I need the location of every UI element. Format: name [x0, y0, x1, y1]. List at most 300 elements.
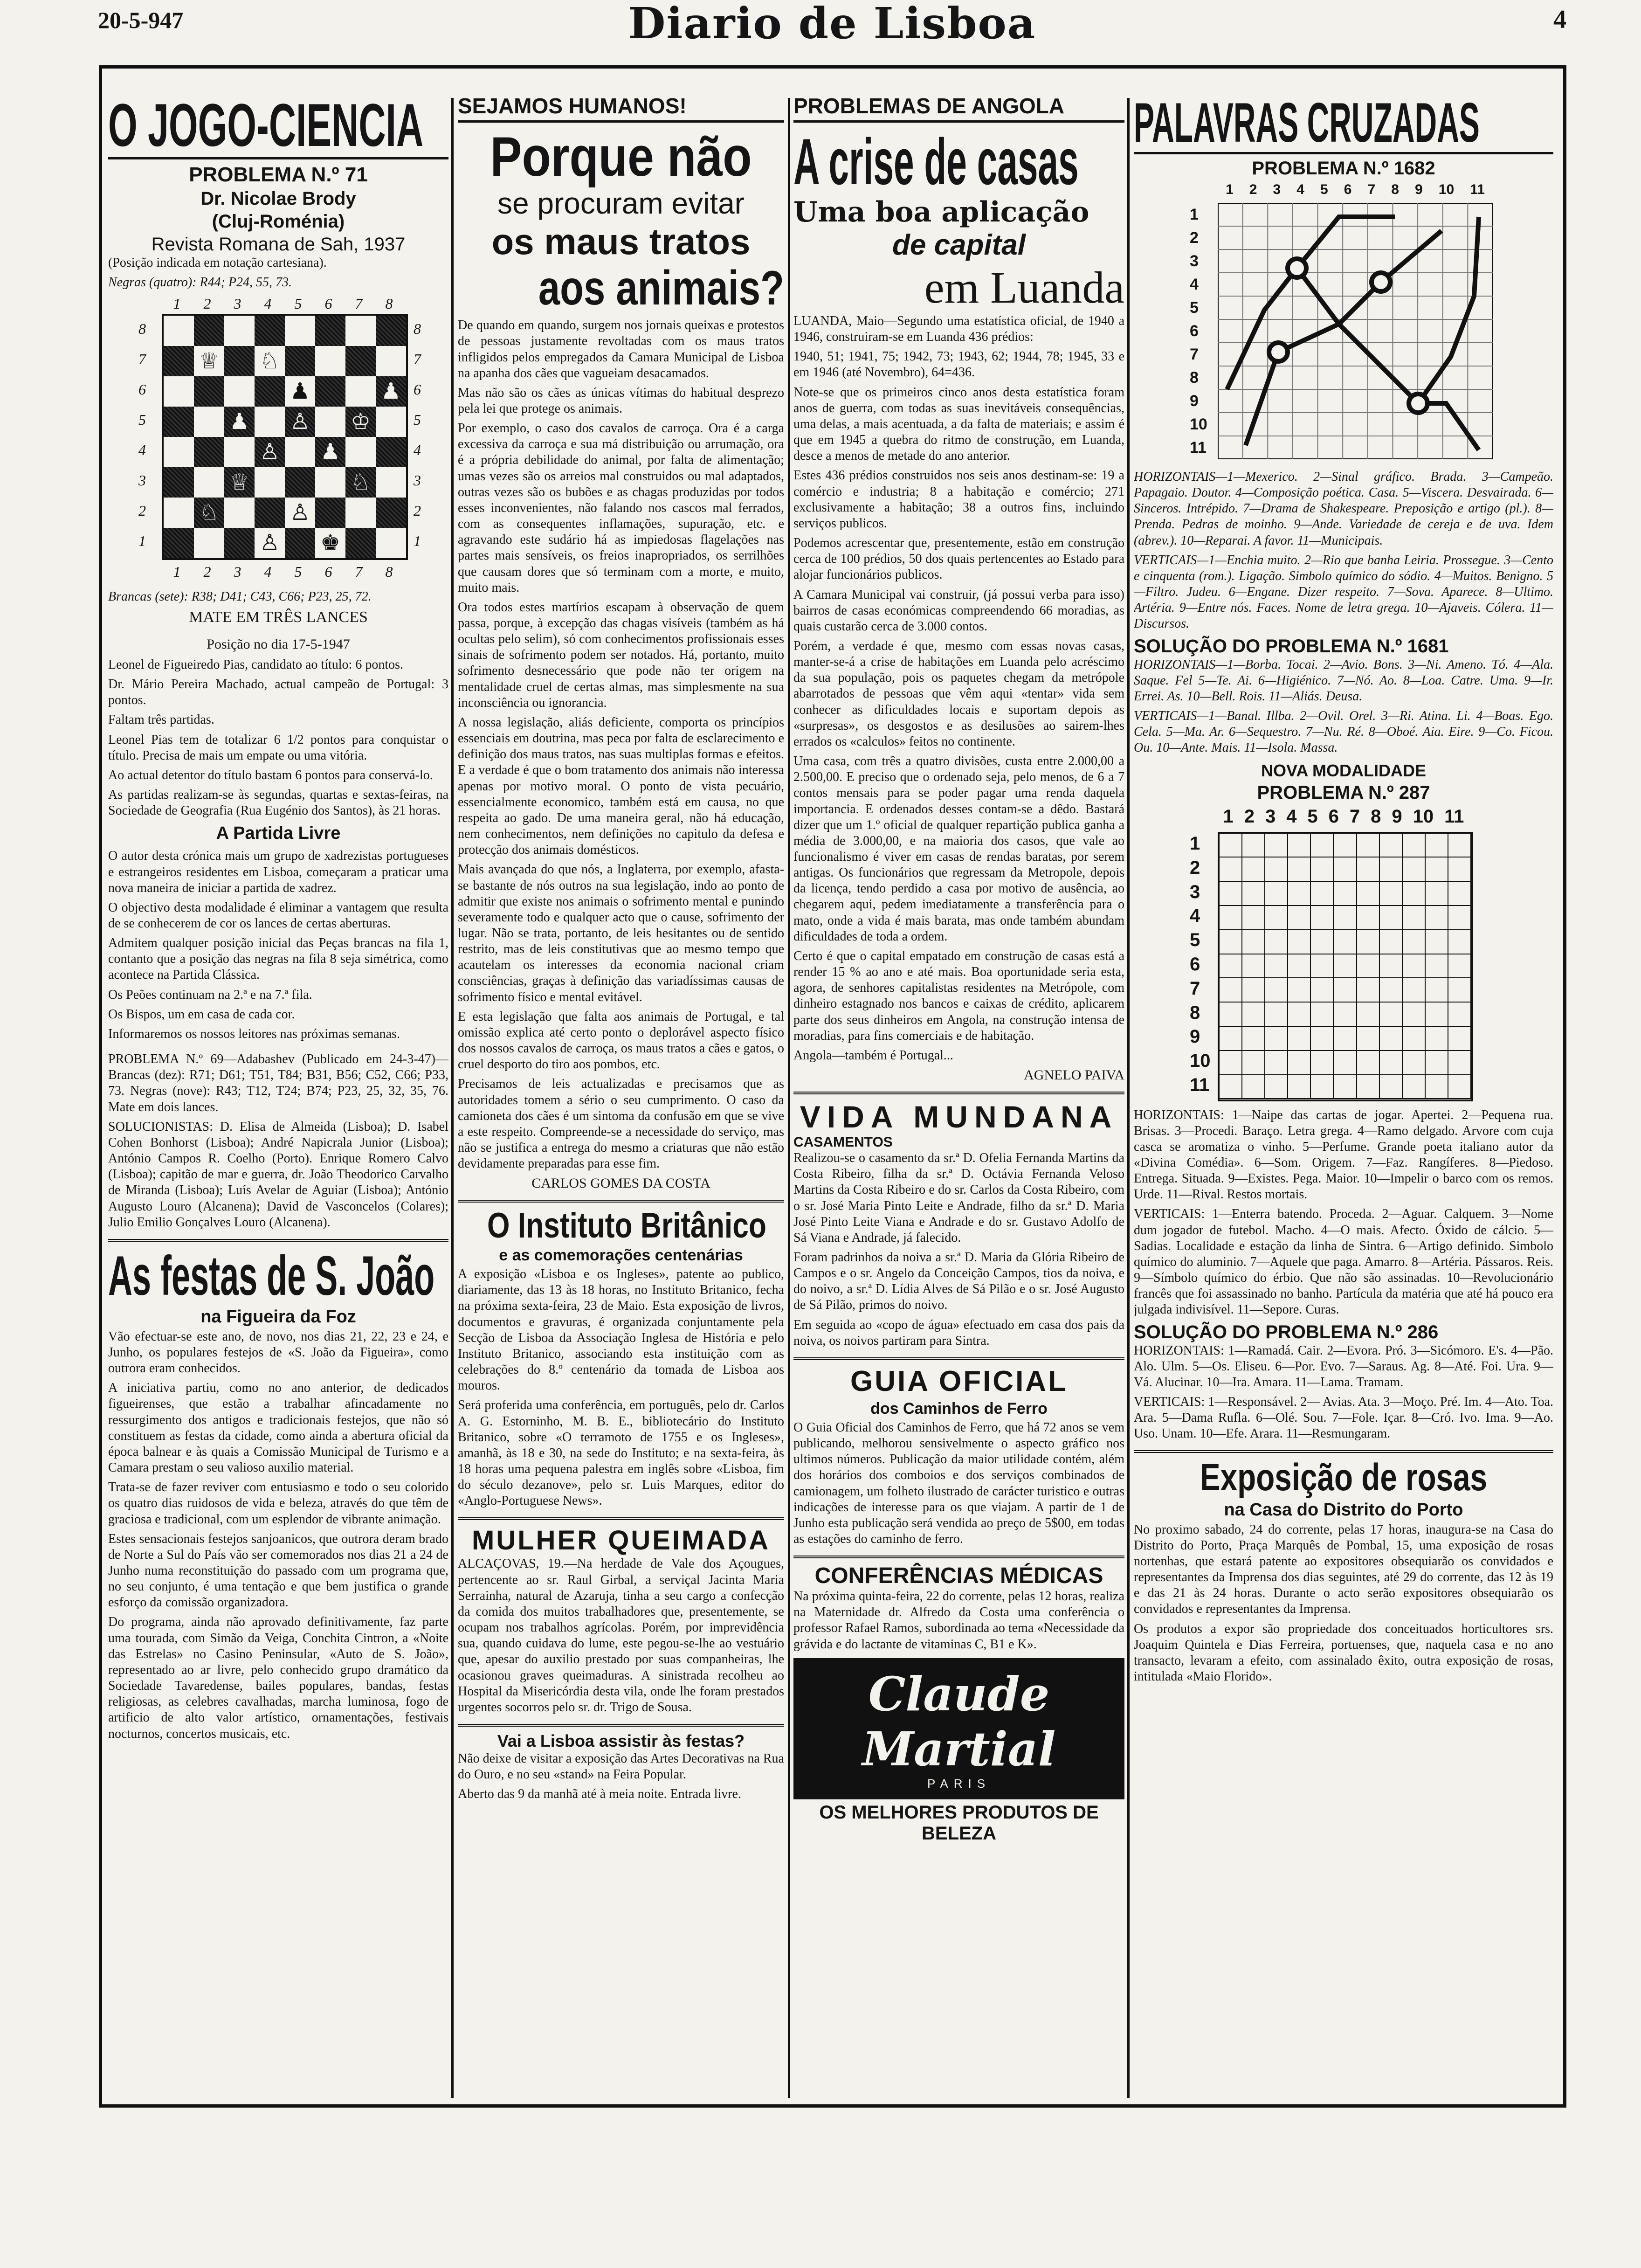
crossword-cell[interactable] [1357, 1003, 1380, 1027]
chess-square [376, 346, 406, 376]
crossword-cell[interactable] [1448, 954, 1471, 979]
crossword-cell[interactable] [1380, 1051, 1403, 1075]
crossword-cell[interactable] [1426, 1003, 1448, 1027]
animals-paragraph: A nossa legislação, aliás deficiente, comporta os princípios essenciais em doutrina, mas peca por falta de esclarecimento e definição dos maus tratos, nas suas multiplas formas e efeitos. E a verdade é que o bom tratamento dos animais não interessa apenas por motivo moral. O ponto de vista pecuário, essencialmente economico, também está em causa, no que respeita ao gado. De uma maneira geral, não há educação, nem conhecimentos, nem definições no capitulo da defesa e protecção dos animais domésticos. [458, 715, 784, 857]
chess-square [224, 528, 255, 558]
chess-problem-source: Revista Romana de Sah, 1937 [151, 234, 406, 255]
chess-square [224, 407, 255, 437]
angola-paragraph: Podemos acrescentar que, presentemente, estão em construção cerca de 100 prédios, 50 dos quais pertencentes ao Estado para alojar funcionários publicos. [793, 536, 1124, 582]
crossword-cell[interactable] [1380, 857, 1403, 882]
vai-paragraph: Aberto das 9 da manhã até à meia noite. Entrada livre. [458, 1787, 741, 1802]
chess-square [315, 437, 345, 467]
crossword-cell[interactable] [1242, 857, 1265, 882]
angola-kicker: PROBLEMAS DE ANGOLA [793, 93, 1124, 123]
animals-paragraph: Mas não são os cães as únicas vítimas do habitual desprezo pela lei que protege os animais. [458, 385, 784, 416]
chess-paragraph: As partidas realizam-se às segundas, quartas e sextas-feiras, na Sociedade de Geografia (Rua Eugénio dos Santos), às 21 horas. [108, 788, 448, 818]
crossword-cell[interactable] [1334, 834, 1357, 858]
column-chess [108, 93, 448, 2098]
angola-author: AGNELO PAIVA [1024, 1067, 1124, 1083]
crossword-cell[interactable] [1426, 978, 1448, 1003]
crossword-cell[interactable] [1220, 978, 1242, 1003]
page-number: 4 [1553, 5, 1566, 34]
crossword-cell[interactable] [1448, 857, 1471, 882]
free-game-heading: A Partida Livre [216, 823, 341, 844]
chess-paragraph: Dr. Mário Pereira Machado, actual campeão de Portugal: 3 pontos. [108, 677, 448, 708]
crossword-cell[interactable] [1448, 978, 1471, 1003]
chess-square [315, 467, 345, 498]
crossword-cell[interactable] [1403, 882, 1426, 906]
crossword-cell[interactable] [1448, 906, 1471, 930]
vida-paragraph: Foram padrinhos da noiva a sr.ª D. Maria da Glória Ribeiro de Campos e o sr. Angelo da Conceição Campos, tios da noiva, e do noivo, a sr.ª D. Lídia Alves de Sá Pilão e o sr. José Augusto de Sá Pilão, primos do noivo. [793, 1250, 1124, 1313]
crossword-cell[interactable] [1288, 930, 1311, 954]
crossword-cell[interactable] [1311, 834, 1334, 858]
expo-rosas-article [1134, 1450, 1553, 1685]
crossword-cell[interactable] [1242, 1075, 1265, 1099]
crossword-cell[interactable] [1311, 882, 1334, 906]
crossword-cell[interactable] [1380, 1003, 1403, 1027]
crossword-cell[interactable] [1311, 1027, 1334, 1051]
chess-square [194, 437, 224, 467]
chess-square [345, 498, 376, 528]
crossword-cell[interactable] [1403, 1027, 1426, 1051]
chess-square [315, 316, 345, 346]
chess-problem-origin: (Cluj-Roménia) [212, 211, 345, 232]
crossword-cell[interactable] [1288, 906, 1311, 930]
claude-martial-ad [793, 1658, 1124, 1799]
chess-notation-note: (Posição indicada em notação cartesiana). [108, 255, 327, 270]
chess-square [194, 467, 224, 498]
chess-square [255, 346, 285, 376]
chess-square [224, 498, 255, 528]
chess-blacks: Negras (quatro): R44; P24, 55, 73. [108, 275, 292, 290]
guia-article [793, 1357, 1124, 1547]
crossword-cell[interactable] [1426, 906, 1448, 930]
chess-square [194, 407, 224, 437]
crossword-cell[interactable] [1220, 930, 1242, 954]
chess-square [164, 437, 194, 467]
vai-paragraph: Não deixe de visitar a exposição das Artes Decorativas na Rua do Ouro, e no seu «stand» na Feira Popular. [458, 1751, 784, 1782]
crossword-cell[interactable] [1380, 954, 1403, 979]
crossword-cell[interactable] [1242, 834, 1265, 858]
crossword-cell[interactable] [1357, 882, 1380, 906]
crossword-cell[interactable] [1265, 930, 1288, 954]
animals-paragraph: Por exemplo, o caso dos cavalos de carroça. Ora é a carga excessiva da carroça e sua má distribuição ou arrumação, ora é a própria debilidade do animal, por falta de alimentação; umas vezes são os arreios mal construidos ou mal adaptados, outras vezes são os bubões e as chagas produzidas por todos esses inconvenientes, não falando nos cascos mal ferrados, com as consequentes inflamações, supuração, etc. e agravando este sudário há as impiedosas flagelações nas partes mais sensíveis, os freios inapropriados, os serrilhões que causam dores que só terminam com a morte, e muito, muito mais. [458, 421, 784, 595]
festas-paragraph: A iniciativa partiu, como no ano anterior, de dedicados figueirenses, que estão a trabalhar afincadamente no ressurgimento dos antigos e tradicionais festejos, que não só constituem as festas da cidade, como ainda a abertura oficial da época balnear e às quais a Comissão Municipal de Turismo e a Camara prestam o seu valioso auxilio material. [108, 1381, 448, 1475]
chess-piece-icon: ♘ [199, 499, 220, 526]
mulher-article [458, 1517, 784, 1715]
chess-piece-icon: ♕ [199, 348, 220, 374]
crossword-cell[interactable] [1357, 978, 1380, 1003]
crossword-cell[interactable] [1380, 930, 1403, 954]
crossword-cell[interactable] [1242, 978, 1265, 1003]
crossword-cell[interactable] [1357, 954, 1380, 979]
animals-headline-1: Porque não [490, 125, 752, 188]
crossword-cell[interactable] [1448, 882, 1471, 906]
instituto-paragraph: A exposição «Lisboa e os Ingleses», patente ao publico, diariamente, das 13 às 18 horas, no Instituto Britanico, fecha na próxima sexta-feira, 23 de Maio. Esta exposição de livros, documentos e gravuras, é organizada conjuntamente pela Secção de Lisboa da Associação Inglesa de História e pelo Instituto Britanico, associando esta instituição com as celebrações do 8.º centenário da tomada de Lisboa aos mouros. [458, 1267, 784, 1393]
angola-headline-3: de capital [892, 229, 1026, 261]
mulher-paragraph: ALCAÇOVAS, 19.—Na herdade de Vale dos Açougues, pertencente ao sr. Raul Girbal, a serviçal Jacinta Maria Serrainha, natural de Azaruja, tinha a seu cargo a confecção da comida dos muitos trabalhadores que, presentemente, se ocupam nos trabalhos agrícolas. Porém, por imprevidência sua, quando cuidava do lume, este pegou-se-lhe ao vestuário que, apesar do auxilio prestado por suas companheiras, lhe ocasionou graves queimaduras. A sinistrada recolheu ao Hospital da Misericórdia desta vila, onde lhe foram prestados urgentes socorros pelo sr. dr. Trigo de Sousa. [458, 1556, 784, 1715]
crossword-cell[interactable] [1357, 930, 1380, 954]
crossword-cell[interactable] [1403, 1075, 1426, 1099]
crossword-cell[interactable] [1220, 906, 1242, 930]
crossword-cell[interactable] [1426, 857, 1448, 882]
crossword-cell[interactable] [1288, 1051, 1311, 1075]
chess-square [164, 376, 194, 407]
crossword-cell[interactable] [1265, 1075, 1288, 1099]
crossword-cell[interactable] [1242, 1051, 1265, 1075]
animals-paragraph: Mais avançada do que nós, a Inglaterra, por exemplo, afasta-se bastante de nós outros na sua legislação, indo ao ponto de admitir que existe nos animais o sofrimento mental e punindo severamente todo e qualquer acto que o cause, sofrimento der lugar. Não se trata, portanto, de leis hesitantes ou de sentido restrito, mas de leis constitutivas que ao mesmo tempo que acautelam os interesses da economia nacional criam consciências, graças à definição das variadíssimas causas de sofrimento físico e mental evitável. [458, 862, 784, 1004]
chess-square [164, 316, 194, 346]
chess-square [345, 376, 376, 407]
angola-paragraph: A Camara Municipal vai construir, (já possui verba para isso) bairros de casas económicas compreendendo 66 moradias, as quais custarão cerca de 3.000 contos. [793, 587, 1124, 634]
vai-headline: Vai a Lisboa assistir às festas? [497, 1731, 745, 1751]
chess-square [164, 407, 194, 437]
crossword-cell[interactable] [1242, 930, 1265, 954]
column-rule [788, 98, 790, 2098]
chess-piece-icon: ♙ [290, 408, 310, 435]
chess-square [285, 346, 315, 376]
chess-paragraph: O objectivo desta modalidade é eliminar a vantagem que resulta de se conhecerem de cor os lances de certas aberturas. [108, 900, 448, 931]
chess-square [285, 528, 315, 558]
chess-piece-icon: ♚ [320, 530, 341, 556]
solution-1681-vertical: VERTICAIS—1—Banal. Illba. 2—Ovil. Orel. 3—Ri. Atina. Li. 4—Boas. Ego. Cela. 5—Ma. Ar. 6—Sequestro. 7—Nu. Ré. 8—Oboé. Aia. Eire. 9—Co. Ficou. Ou. 10—Ante. Mais. 11—Isola. Massa. [1134, 709, 1553, 755]
crossword-cell[interactable] [1220, 1003, 1242, 1027]
festas-paragraph: Trata-se de fazer reviver com entusiasmo e todo o seu colorido os quatro dias ruidosos de vida e beleza, através do que têm de graciosa e tradicional, com um esplendor de vibrante animação. [108, 1480, 448, 1527]
chess-piece-icon: ♟ [380, 378, 401, 405]
chess-square [194, 346, 224, 376]
crossword-cell[interactable] [1265, 1027, 1288, 1051]
animals-author: CARLOS GOMES DA COSTA [531, 1175, 710, 1191]
crossword-cell[interactable] [1448, 930, 1471, 954]
crossword-287-column-numbers: 1 2 3 4 5 6 7 8 9 10 11 [1223, 806, 1464, 827]
animals-paragraph: E esta legislação que falta aos animais de Portugal, e tal omissão explica até certo ponto o deplorável aspecto físico dos nossos cavalos de carroça, os maus tratos a cães e gatos, o cruel desporto do tiro aos pombos, etc. [458, 1009, 784, 1072]
chess-piece-icon: ♘ [350, 469, 371, 496]
chess-solution: PROBLEMA N.º 69—Adabashev (Publicado em 24-3-47)—Brancas (dez): R71; D61; T51, T84; B31, B56; C52, C66; P33, 73. Negras (nove): R43; T12, T24; B74; P23, 25, 32, 35, 76. Mate em dois lances. [108, 1052, 448, 1114]
chess-square [285, 316, 315, 346]
chess-piece-icon: ♟ [290, 378, 310, 405]
crossword-cell[interactable] [1288, 882, 1311, 906]
expo-rosas-headline: Exposição de rosas [1200, 1456, 1488, 1499]
crossword-cell[interactable] [1311, 1003, 1334, 1027]
crossword-cell[interactable] [1288, 978, 1311, 1003]
chess-square [194, 528, 224, 558]
chess-square [345, 346, 376, 376]
crossword-cell[interactable] [1334, 1075, 1357, 1099]
crossword-cell[interactable] [1288, 1003, 1311, 1027]
crossword-cell[interactable] [1403, 857, 1426, 882]
chess-square [285, 498, 315, 528]
crossword-cell[interactable] [1403, 1051, 1426, 1075]
ad-brand-city: PARIS [927, 1776, 991, 1791]
chess-square [194, 376, 224, 407]
crossword-cell[interactable] [1265, 978, 1288, 1003]
chess-square [164, 467, 194, 498]
chess-square [255, 498, 285, 528]
angola-paragraph: Certo é que o capital empatado em construção de casas está a render 15 % ao ano e até mais. Boa oportunidade seria esta, agora, de senhores capitalistas residentes na Metrópole, com dinheiro estagnado nos bancos e caixas de crédito, aplicarem parte dos seus dinheiros em Angola, na construção intensa de moradias, para fins comerciais e de habitação. [793, 948, 1124, 1043]
crossword-cell[interactable] [1220, 882, 1242, 906]
animals-headline-3: os maus tratos [491, 221, 751, 262]
chess-paragraph: Informaremos os nossos leitores nas próximas semanas. [108, 1026, 400, 1041]
crossword-cell[interactable] [1265, 1051, 1288, 1075]
crossword-cell[interactable] [1357, 906, 1380, 930]
crossword-cell[interactable] [1288, 1027, 1311, 1051]
chess-square [345, 467, 376, 498]
chess-paragraph: Faltam três partidas. [108, 712, 214, 727]
ad-caption: OS MELHORES PRODUTOS DE BELEZA [819, 1802, 1099, 1844]
crossword-cell[interactable] [1334, 1027, 1357, 1051]
crossword-cell[interactable] [1380, 906, 1403, 930]
guia-subheadline: dos Caminhos de Ferro [870, 1399, 1048, 1418]
crossword-cell[interactable] [1448, 1075, 1471, 1099]
chess-piece-icon: ♙ [290, 499, 310, 526]
instituto-article [458, 1200, 784, 1509]
crossword-cell[interactable] [1220, 834, 1242, 858]
angola-paragraph: Porém, a verdade é que, mesmo com essas novas casas, manter-se-á a crise de habitações em Luanda pelo acréscimo da sua população, pois os paquetes chegam da metrópole abarrotados de pessoas que vêm aqui «tentar» vida sem conhecer as dificuldades locais e suportam depois as «surpresas», os desgostos e as desilusões ao sairem-lhes errados os «calculos» feitos no continente. [793, 638, 1124, 749]
chess-paragraph: Leonel Pias tem de totalizar 6 1/2 pontos para conquistar o título. Precisa de mais um empate ou uma vitória. [108, 732, 448, 763]
crossword-cell[interactable] [1448, 1027, 1471, 1051]
solution-286-horizontal: HORIZONTAIS: 1—Ramadá. Cair. 2—Evora. Pró. 3—Sicómoro. E's. 4—Pão. Alo. Ulm. 5—Os. Eliseu. 6—Por. Evo. 7—Saraus. Ag. 8—Até. Foi. Ura. 9—Vá. Alucinar. 10—Ira. Amara. 11—Lama. Tramam. [1134, 1343, 1553, 1390]
crossword-cell[interactable] [1357, 1075, 1380, 1099]
chess-piece-icon: ♘ [259, 348, 280, 374]
crossword-cell[interactable] [1380, 1027, 1403, 1051]
chess-square [376, 437, 406, 467]
animals-paragraph: De quando em quando, surgem nos jornais queixas e protestos de pessoas justamente revoltadas com os maus tratos infligidos pelos empregados da Camara Municipal de Lisboa na apanha dos cães que vagueiam desacamados. [458, 318, 784, 380]
guia-headline: GUIA OFICIAL [850, 1365, 1068, 1397]
column-angola [793, 93, 1124, 2098]
crossword-cell[interactable] [1265, 857, 1288, 882]
festas-paragraph: Estes sensacionais festejos sanjoanicos, que outrora deram brado de Norte a Sul do País vão ser comemorados nos dias 21 a 24 de Junho numa reconstituição do passado com um programa que, no seu conjunto, é uma tentação e que bem justifica o grande esforço da comissão organizadora. [108, 1531, 448, 1610]
crossword-cell[interactable] [1334, 954, 1357, 979]
animals-kicker: SEJAMOS HUMANOS! [458, 93, 784, 123]
chess-piece-icon: ♟ [320, 439, 341, 465]
solution-1681-horizontal: HORIZONTAIS—1—Borba. Tocai. 2—Avio. Bons. 3—Ni. Ameno. Tó. 4—Ala. Saque. Fel 5—Te. Ai. 6—Higiénico. 7—Nó. Ao. 8—Loa. Catre. Uma. 9—Ir. Errei. As. 10—Bell. Rois. 11—Aliás. Deusa. [1134, 657, 1553, 704]
chess-square [224, 437, 255, 467]
crossword-cell[interactable] [1448, 834, 1471, 858]
crossword-cell[interactable] [1448, 1003, 1471, 1027]
chess-square [345, 437, 376, 467]
chess-square [315, 346, 345, 376]
festas-article [108, 1239, 448, 1742]
crossword-cell[interactable] [1242, 882, 1265, 906]
crossword-cell[interactable] [1311, 978, 1334, 1003]
solution-1681-heading: SOLUÇÃO DO PROBLEMA N.º 1681 [1134, 636, 1449, 657]
crossword-cell[interactable] [1334, 1051, 1357, 1075]
expo-rosas-subheadline: na Casa do Distrito do Porto [1224, 1500, 1463, 1520]
crossword-cell[interactable] [1242, 1027, 1265, 1051]
chess-square [285, 407, 315, 437]
crossword-problem-number: PROBLEMA N.º 1682 [1252, 158, 1435, 179]
crossword-cell[interactable] [1311, 930, 1334, 954]
vida-headline: VIDA MUNDANA [800, 1099, 1118, 1134]
position-date: Posição no dia 17-5-1947 [207, 636, 350, 652]
crossword-cell[interactable] [1334, 1003, 1357, 1027]
chess-square [255, 376, 285, 407]
crossword-cell[interactable] [1426, 882, 1448, 906]
crossword-cell[interactable] [1265, 954, 1288, 979]
festas-paragraph: Vão efectuar-se este ano, de novo, nos dias 21, 22, 23 e 24, e Junho, os populares festejos de «S. João da Figueira», como outrora eram conhecidos. [108, 1329, 448, 1376]
vida-paragraph: Em seguida ao «copo de água» efectuado em casa dos pais da noiva, os noivos partiram para Sintra. [793, 1317, 1124, 1348]
crossword-cell[interactable] [1334, 882, 1357, 906]
angola-headline-2: Uma boa aplicação [793, 196, 1089, 228]
crossword-cell[interactable] [1220, 857, 1242, 882]
expo-rosas-paragraph: Os produtos a expor são propriedade dos conceituados horticultores srs. Joaquim Quintela e Dias Ferreira, portuenses, que, naquela casa e no ano transacto, levaram a efeito, com assinalado êxito, outra exposição de rosas, intitulada «Maio Florido». [1134, 1621, 1553, 1684]
crossword-1682-grid [1218, 203, 1493, 459]
animals-headline-4: aos animais? [538, 261, 784, 315]
festas-headline: As festas de S. João [108, 1244, 435, 1307]
chess-square [345, 407, 376, 437]
crossword-cell[interactable] [1311, 1051, 1334, 1075]
chess-problem-author: Dr. Nicolae Brody [200, 188, 356, 209]
angola-paragraph: Note-se que os primeiros cinco anos desta estatística foram anos de guerra, com todas as suas inevitáveis consequências, uma delas, a mais acentuada, a da falta de materiais; e assim é que em 1945 a quebra do ritmo de construção, em Luanda, desce a menos de metade do ano anterior. [793, 385, 1124, 463]
angola-paragraph: Uma casa, com três a quatro divisões, custa entre 2.000,00 a 2.500,00. E preciso que o ordenado seja, pelo menos, de 6 a 7 contos mensais para se poder pagar uma renda daquela importancia. E ordenados desses contam-se a dêdo. Bastará dizer que um 1.º oficial de qualquer repartição publica ganha a média de 3.000,00, e na maioria dos casos, que vale ao funcionalismo é viver em casas de rendas baratas, por serem antigas. Os funcionários que regressam da Metropole, depois da licença, tendo perdido a casa por motivo de ausência, ao chegarem aqui, pedem imediatamente a transferência para o mato, onde a vida é mais barata, mas onde também abundam dificuldades de toda a ordem. [793, 754, 1124, 944]
chess-square [285, 376, 315, 407]
chess-square [255, 437, 285, 467]
crossword-cell[interactable] [1448, 1051, 1471, 1075]
mulher-headline: MULHER QUEIMADA [472, 1525, 770, 1556]
crossword-cell[interactable] [1242, 906, 1265, 930]
crossword-1682-horizontal-clues: HORIZONTAIS—1—Mexerico. 2—Sinal gráfico. Brada. 3—Campeão. Papagaio. Doutor. 4—Composição poética. Casa. 5—Viscera. Desvairada. 6—Sinceros. Intrépido. 7—Drama de Shakespeare. Preposição e artigo (pl.). 8—Prenda. Pedras de moinho. 9—Ande. Variedade de cereja e de uva. Idem (abrev.). 10—Reparai. A favor. 11—Municipais. [1134, 470, 1553, 548]
chess-square [255, 528, 285, 558]
chess-square [315, 498, 345, 528]
crossword-cell[interactable] [1403, 906, 1426, 930]
newspaper-name: Diario de Lisboa [628, 0, 1036, 48]
crossword-cell[interactable] [1403, 1003, 1426, 1027]
crossword-cell[interactable] [1334, 930, 1357, 954]
solvers-list: SOLUCIONISTAS: D. Elisa de Almeida (Lisboa); D. Isabel Cohen Bonhorst (Lisboa); André Napicrala Junior (Lisboa); António Campos R. Coelho (Porto). Enrique Romero Calvo (Lisboa); capitão de mar e guerra, dr. João Theodorico Carvalho de Miranda (Lisboa); Luís Avelar de Aguiar (Lisboa); António Augusto Louro (Alcanena); David de Vasconcelos (Colares); Julio Emilio Gonçalves Louro (Alcanena). [108, 1119, 448, 1230]
crossword-cell[interactable] [1242, 1003, 1265, 1027]
chess-paragraph: Os Bispos, um em casa de cada cor. [108, 1007, 295, 1022]
crossword-cell[interactable] [1220, 954, 1242, 979]
chess-paragraph: Ao actual detentor do título bastam 6 pontos para conservá-lo. [108, 768, 433, 782]
column-rule [451, 98, 454, 2098]
angola-paragraph: Angola—também é Portugal... [793, 1048, 953, 1063]
chess-piece-icon: ♕ [229, 469, 250, 496]
chess-square [376, 498, 406, 528]
crossword-cell[interactable] [1265, 906, 1288, 930]
crossword-cell[interactable] [1403, 930, 1426, 954]
crossword-287-horizontal-clues: HORIZONTAIS: 1—Naipe das cartas de jogar. Apertei. 2—Pequena rua. Brisas. 3—Procedi. Baraço. Letra grega. 4—Ramo delgado. Arvore com cuja casca se aromatiza o vinho. 5—Perfume. Grande poeta italiano autor da «Divina Comédia». 6—Som. Origem. 7—Faz. Rangíferes. 8—Piedoso. Entrega. Situada. 9—Existes. Pega. Maior. 10—Impelir o barco com os remos. Urde. 11—Rival. Restos mortais. [1134, 1107, 1553, 1202]
crossword-cell[interactable] [1403, 978, 1426, 1003]
crossword-cell[interactable] [1357, 857, 1380, 882]
chess-piece-icon: ♟ [229, 408, 250, 435]
chess-piece-icon: ♙ [259, 439, 280, 465]
conferencias-headline: CONFERÊNCIAS MÉDICAS [814, 1563, 1103, 1589]
crossword-cell[interactable] [1288, 954, 1311, 979]
crossword-cell[interactable] [1380, 882, 1403, 906]
chess-paragraph: Leonel de Figueiredo Pias, candidato ao título: 6 pontos. [108, 657, 403, 672]
crossword-cell[interactable] [1380, 834, 1403, 858]
crossword-cell[interactable] [1265, 834, 1288, 858]
crossword-cell[interactable] [1357, 1051, 1380, 1075]
column-rule [1127, 98, 1130, 2098]
crossword-cell[interactable] [1426, 1027, 1448, 1051]
chess-square [285, 467, 315, 498]
guia-paragraph: O Guia Oficial dos Caminhos de Ferro, que há 72 anos se vem publicando, melhorou sensivelmente o aspecto gráfico nos ultimos números. Publicação da maior utilidade contém, além dos horários dos comboios e dos serviços combinados de camionagem, um folheto ilustrado de carácter turistico e outras indicações de interesse para os que viajam. A partir de 1 de Junho esta publicação será vendida ao preço de 5$00, em todas as estações do caminho de ferro. [793, 1420, 1124, 1546]
crossword-cell[interactable] [1334, 978, 1357, 1003]
angola-headline-4: em Luanda [924, 263, 1124, 312]
chess-square [164, 346, 194, 376]
chess-square [376, 376, 406, 407]
angola-paragraph: 1940, 51; 1941, 75; 1942, 73; 1943, 62; 1944, 78; 1945, 33 e em 1946 (até Novembro), 64=436. [793, 349, 1124, 380]
crossword-cell[interactable] [1265, 882, 1288, 906]
chess-ranks-right: 8 7 6 5 4 3 2 1 [414, 320, 421, 549]
crossword-cell[interactable] [1357, 1027, 1380, 1051]
chess-paragraph: Admitem qualquer posição inicial das Peças brancas na fila 1, contanto que a posição das negras na fila 8 seja simétrica, como acontece na Partida Clássica. [108, 936, 448, 982]
crossword-287-vertical-clues: VERTICAIS: 1—Enterra batendo. Proceda. 2—Aguar. Calquem. 3—Nome dum jogador de futebol. Macho. 4—O mais. Afecto. Óxido de cálcio. 5—Sadias. Localidade e estação da linha de Sintra. 6—Artigo definido. Simbolo químico do aluminio. 7—Aquele que paga. Amarro. 8—Artéria. Pássaros. Reis. 9—Símbolo químico do érbio. Que não são assinadas. 10—Revolucionário francês que foi assassinado no banho. Partícula da matéria que até há pouco era julgada indivisível. 11—Sepore. Curas. [1134, 1207, 1553, 1317]
crossword-287-grid [1218, 832, 1473, 1101]
angola-paragraph: LUANDA, Maio—Segundo uma estatística oficial, de 1940 a 1946, construiram-se em Luanda 436 prédios: [793, 314, 1124, 345]
crossword-cell[interactable] [1220, 1075, 1242, 1099]
chess-square [315, 407, 345, 437]
crossword-cell[interactable] [1426, 1051, 1448, 1075]
chess-piece-icon: ♙ [259, 530, 280, 556]
chess-square [315, 376, 345, 407]
crossword-cell[interactable] [1426, 834, 1448, 858]
crossword-287-row-numbers: 1 2 3 4 5 6 7 8 9 10 11 [1190, 833, 1211, 1096]
crossword-cell[interactable] [1426, 1075, 1448, 1099]
instituto-paragraph: Será proferida uma conferência, em português, pelo dr. Carlos A. G. Estorninho, M. B. E., bibliotecário do Instituto Britanico, sobre «O terramoto de 1755 e os Ingleses», amanhã, às 18 e 30, na sede do Instituto; e na sexta-feira, às 18 horas uma pequena palestra em inglês sobre «Lisboa, fim do século dezanove», pelo sr. Luis Marques, editor do «Anglo-Portuguese News». [458, 1398, 784, 1508]
crossword-cell[interactable] [1311, 857, 1334, 882]
crossword-cell[interactable] [1288, 1075, 1311, 1099]
crossword-cell[interactable] [1311, 954, 1334, 979]
solution-286-heading: SOLUÇÃO DO PROBLEMA N.º 286 [1134, 1321, 1439, 1342]
column-crosswords [1134, 93, 1553, 2098]
chess-square [376, 316, 406, 346]
crossword-cell[interactable] [1380, 978, 1403, 1003]
crossword-cell[interactable] [1357, 834, 1380, 858]
crossword-cell[interactable] [1426, 930, 1448, 954]
chess-paragraph: O autor desta crónica mais um grupo de xadrezistas portugueses e estrangeiros residentes em Lisboa, começaram a praticar uma nova maneira de iniciar a partida de xadrez. [108, 849, 448, 895]
chess-section-title: O JOGO-CIENCIA [108, 93, 424, 159]
crossword-cell[interactable] [1403, 834, 1426, 858]
chess-square [255, 316, 285, 346]
crossword-cell[interactable] [1311, 906, 1334, 930]
chess-square [285, 437, 315, 467]
crossword-cell[interactable] [1380, 1075, 1403, 1099]
chess-diagram [129, 295, 427, 584]
crossword-cell[interactable] [1242, 954, 1265, 979]
crossword-cell[interactable] [1220, 1051, 1242, 1075]
chess-square [224, 316, 255, 346]
crossword-cell[interactable] [1403, 954, 1426, 979]
chess-square [376, 467, 406, 498]
chess-board [162, 314, 408, 560]
chess-square [376, 528, 406, 558]
chess-square [164, 528, 194, 558]
chess-square [224, 376, 255, 407]
chess-square [255, 407, 285, 437]
conferencias-article [793, 1556, 1124, 1653]
crossword-cell[interactable] [1311, 1075, 1334, 1099]
crossword-cell[interactable] [1334, 857, 1357, 882]
crossword-cell[interactable] [1220, 1027, 1242, 1051]
nova-modalidade-heading: NOVA MODALIDADE [1261, 761, 1426, 780]
crossword-cell[interactable] [1288, 834, 1311, 858]
chess-whites: Brancas (sete): R38; D41; C43, C66; P23, 25, 72. [108, 589, 372, 604]
chess-square [224, 467, 255, 498]
chess-mate-in-three: MATE EM TRÊS LANCES [189, 608, 368, 626]
angola-headline-1: A crise de casas [793, 125, 1079, 198]
crossword-cell[interactable] [1334, 906, 1357, 930]
chess-piece-icon: ♔ [350, 408, 371, 435]
solution-286-vertical: VERTICAIS: 1—Responsável. 2— Avias. Ata. 3—Moço. Pré. Im. 4—Ato. Toa. Ara. 5—Dama Rufla. 6—Olé. Sou. 7—Fole. Içar. 8—Cró. Ivo. Ima. 9—Ao. Uso. Unam. 10—Efe. Arara. 11—Resmungaram. [1134, 1395, 1553, 1441]
crossword-cell[interactable] [1288, 857, 1311, 882]
issue-date: 20-5-947 [98, 7, 184, 33]
angola-paragraph: Estes 436 prédios construidos nos seis anos destinam-se: 19 a comércio e industria; 8 a habitação e comércio; 271 exclusivamente a habitação; 38 a outros fins, incluindo serviços publicos. [793, 468, 1124, 531]
conferencias-paragraph: Na próxima quinta-feira, 22 do corrente, pelas 12 horas, realiza na Maternidade dr. Alfredo da Costa uma conferência o professor Rafael Ramos, subordinada ao tema «Necessidade da grávida e do lactante de vitaminas C, B1 e K». [793, 1589, 1124, 1652]
crossword-cell[interactable] [1426, 954, 1448, 979]
crossword-cell[interactable] [1265, 1003, 1288, 1027]
